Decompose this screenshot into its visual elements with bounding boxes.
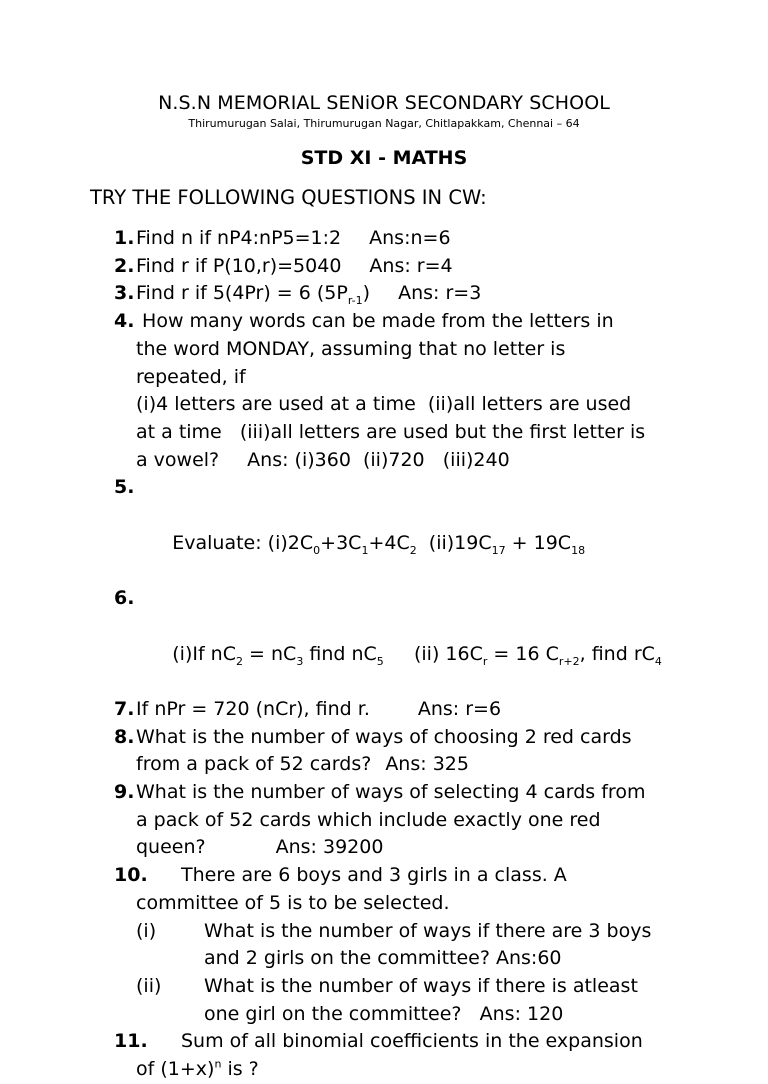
question-3 <box>114 280 714 308</box>
question-line: What is the number of ways if there is atleast <box>204 974 638 997</box>
question-2 <box>114 253 714 281</box>
question-text: a vowel? <box>136 448 220 471</box>
question-line <box>136 751 714 779</box>
answer-text: Ans: (i)360 (ii)720 (iii)240 <box>247 448 510 471</box>
answer-text: Ans: r=3 <box>398 282 482 305</box>
question-text: of (1+x) <box>136 1058 215 1081</box>
sub-question-number: (ii) <box>136 974 162 997</box>
subscript: r+2 <box>558 654 580 668</box>
answer-text: Ans: 325 <box>385 753 469 776</box>
question-number: 8. <box>114 725 135 748</box>
instruction-heading: TRY THE FOLLOWING QUESTIONS IN CW: <box>90 186 487 209</box>
question-line: What is the number of ways if there are 3 boys <box>204 919 652 942</box>
question-6 <box>114 585 714 696</box>
question-number: 6. <box>114 587 135 610</box>
question-number: 1. <box>114 227 135 249</box>
question-line: How many words can be made from the letters in <box>136 310 614 333</box>
question-line: a pack of 52 cards which include exactly one red <box>136 808 601 831</box>
question-text: (i)If nC <box>172 642 236 665</box>
question-text: + 19C <box>505 531 572 554</box>
question-8 <box>114 724 714 779</box>
answer-text: Ans: r=4 <box>369 254 453 277</box>
subscript: 5 <box>376 654 384 668</box>
answer-text: Ans: r=6 <box>417 697 502 720</box>
school-address: Thirumurugan Salai, Thirumurugan Nagar, Chitlapakkam, Chennai – 64 <box>188 117 580 130</box>
question-text: = 16 C <box>487 642 559 665</box>
question-text: +3C <box>320 531 362 554</box>
question-line: one girl on the committee? Ans: 120 <box>204 1002 564 1025</box>
question-line: What is the number of ways of selecting 4 cards from <box>136 781 646 804</box>
question-text: Evaluate: (i)2C <box>172 531 314 554</box>
question-line <box>136 1056 714 1084</box>
question-text: from a pack of 52 cards? <box>136 753 372 776</box>
sub-question-ii <box>136 973 714 1028</box>
subscript: 1 <box>361 543 369 557</box>
question-7 <box>114 696 714 724</box>
school-name: N.S.N MEMORIAL SENiOR SECONDARY SCHOOL <box>158 92 610 114</box>
subscript: r <box>482 654 488 668</box>
question-text: There are 6 boys and 3 girls in a class. A <box>181 864 567 887</box>
subscript: 18 <box>571 543 586 557</box>
question-line: committee of 5 is to be selected. <box>136 891 450 914</box>
question-number: 9. <box>114 781 135 804</box>
question-text: ) <box>362 282 371 305</box>
question-9 <box>114 779 714 862</box>
question-line: repeated, if <box>136 365 246 388</box>
question-text: Find r if P(10,r)=5040 <box>136 254 342 277</box>
subscript: 2 <box>409 543 417 557</box>
question-10 <box>114 862 714 1028</box>
subject-title: STD XI - MATHS <box>300 147 468 169</box>
question-1 <box>114 225 714 253</box>
question-text: queen? <box>136 836 206 859</box>
question-text: Find r if 5(4Pr) = 6 (5P <box>136 282 348 305</box>
question-line: What is the number of ways of choosing 2 red cards <box>136 725 632 748</box>
question-11 <box>114 1028 714 1083</box>
question-text: (ii) 16C <box>383 642 483 665</box>
question-line <box>136 1028 714 1056</box>
question-text: Find n if nP4:nP5=1:2 <box>136 227 342 249</box>
question-text: , find rC <box>579 642 655 665</box>
superscript: n <box>214 1057 222 1071</box>
question-text: is ? <box>221 1058 259 1081</box>
answer-text: Ans: 39200 <box>275 836 384 859</box>
question-number: 11. <box>114 1030 148 1053</box>
question-line <box>136 447 714 475</box>
question-line: and 2 girls on the committee? Ans:60 <box>204 947 562 970</box>
sub-question-i <box>136 918 714 973</box>
question-line: (i)4 letters are used at a time (ii)all letters are used <box>136 393 632 416</box>
question-number: 4. <box>114 310 135 333</box>
subscript: 2 <box>236 654 243 668</box>
subscript: r-1 <box>347 294 363 308</box>
question-list <box>114 225 714 1084</box>
question-text: +4C <box>368 531 410 554</box>
subscript: 3 <box>296 654 304 668</box>
question-line: the word MONDAY, assuming that no letter is <box>136 337 566 360</box>
question-number: 5. <box>114 476 135 499</box>
question-4 <box>114 308 714 474</box>
sub-question-number: (i) <box>136 919 157 942</box>
question-text: Sum of all binomial coefficients in the expansion <box>181 1030 643 1053</box>
subscript: 0 <box>313 543 321 557</box>
question-number: 10. <box>114 864 148 887</box>
question-number: 3. <box>114 282 135 305</box>
question-line: at a time (iii)all letters are used but the first letter is <box>136 420 646 443</box>
question-text: find nC <box>303 642 377 665</box>
question-text: If nPr = 720 (nCr), find r. <box>136 697 370 720</box>
question-number: 7. <box>114 697 135 720</box>
question-text: = nC <box>243 642 297 665</box>
question-line <box>136 862 714 890</box>
question-line <box>136 834 714 862</box>
subscript: 17 <box>491 543 506 557</box>
question-text: (ii)19C <box>416 531 492 554</box>
question-5 <box>114 474 714 585</box>
subscript: 4 <box>654 654 662 668</box>
question-number: 2. <box>114 254 135 277</box>
answer-text: Ans:n=6 <box>369 227 451 249</box>
